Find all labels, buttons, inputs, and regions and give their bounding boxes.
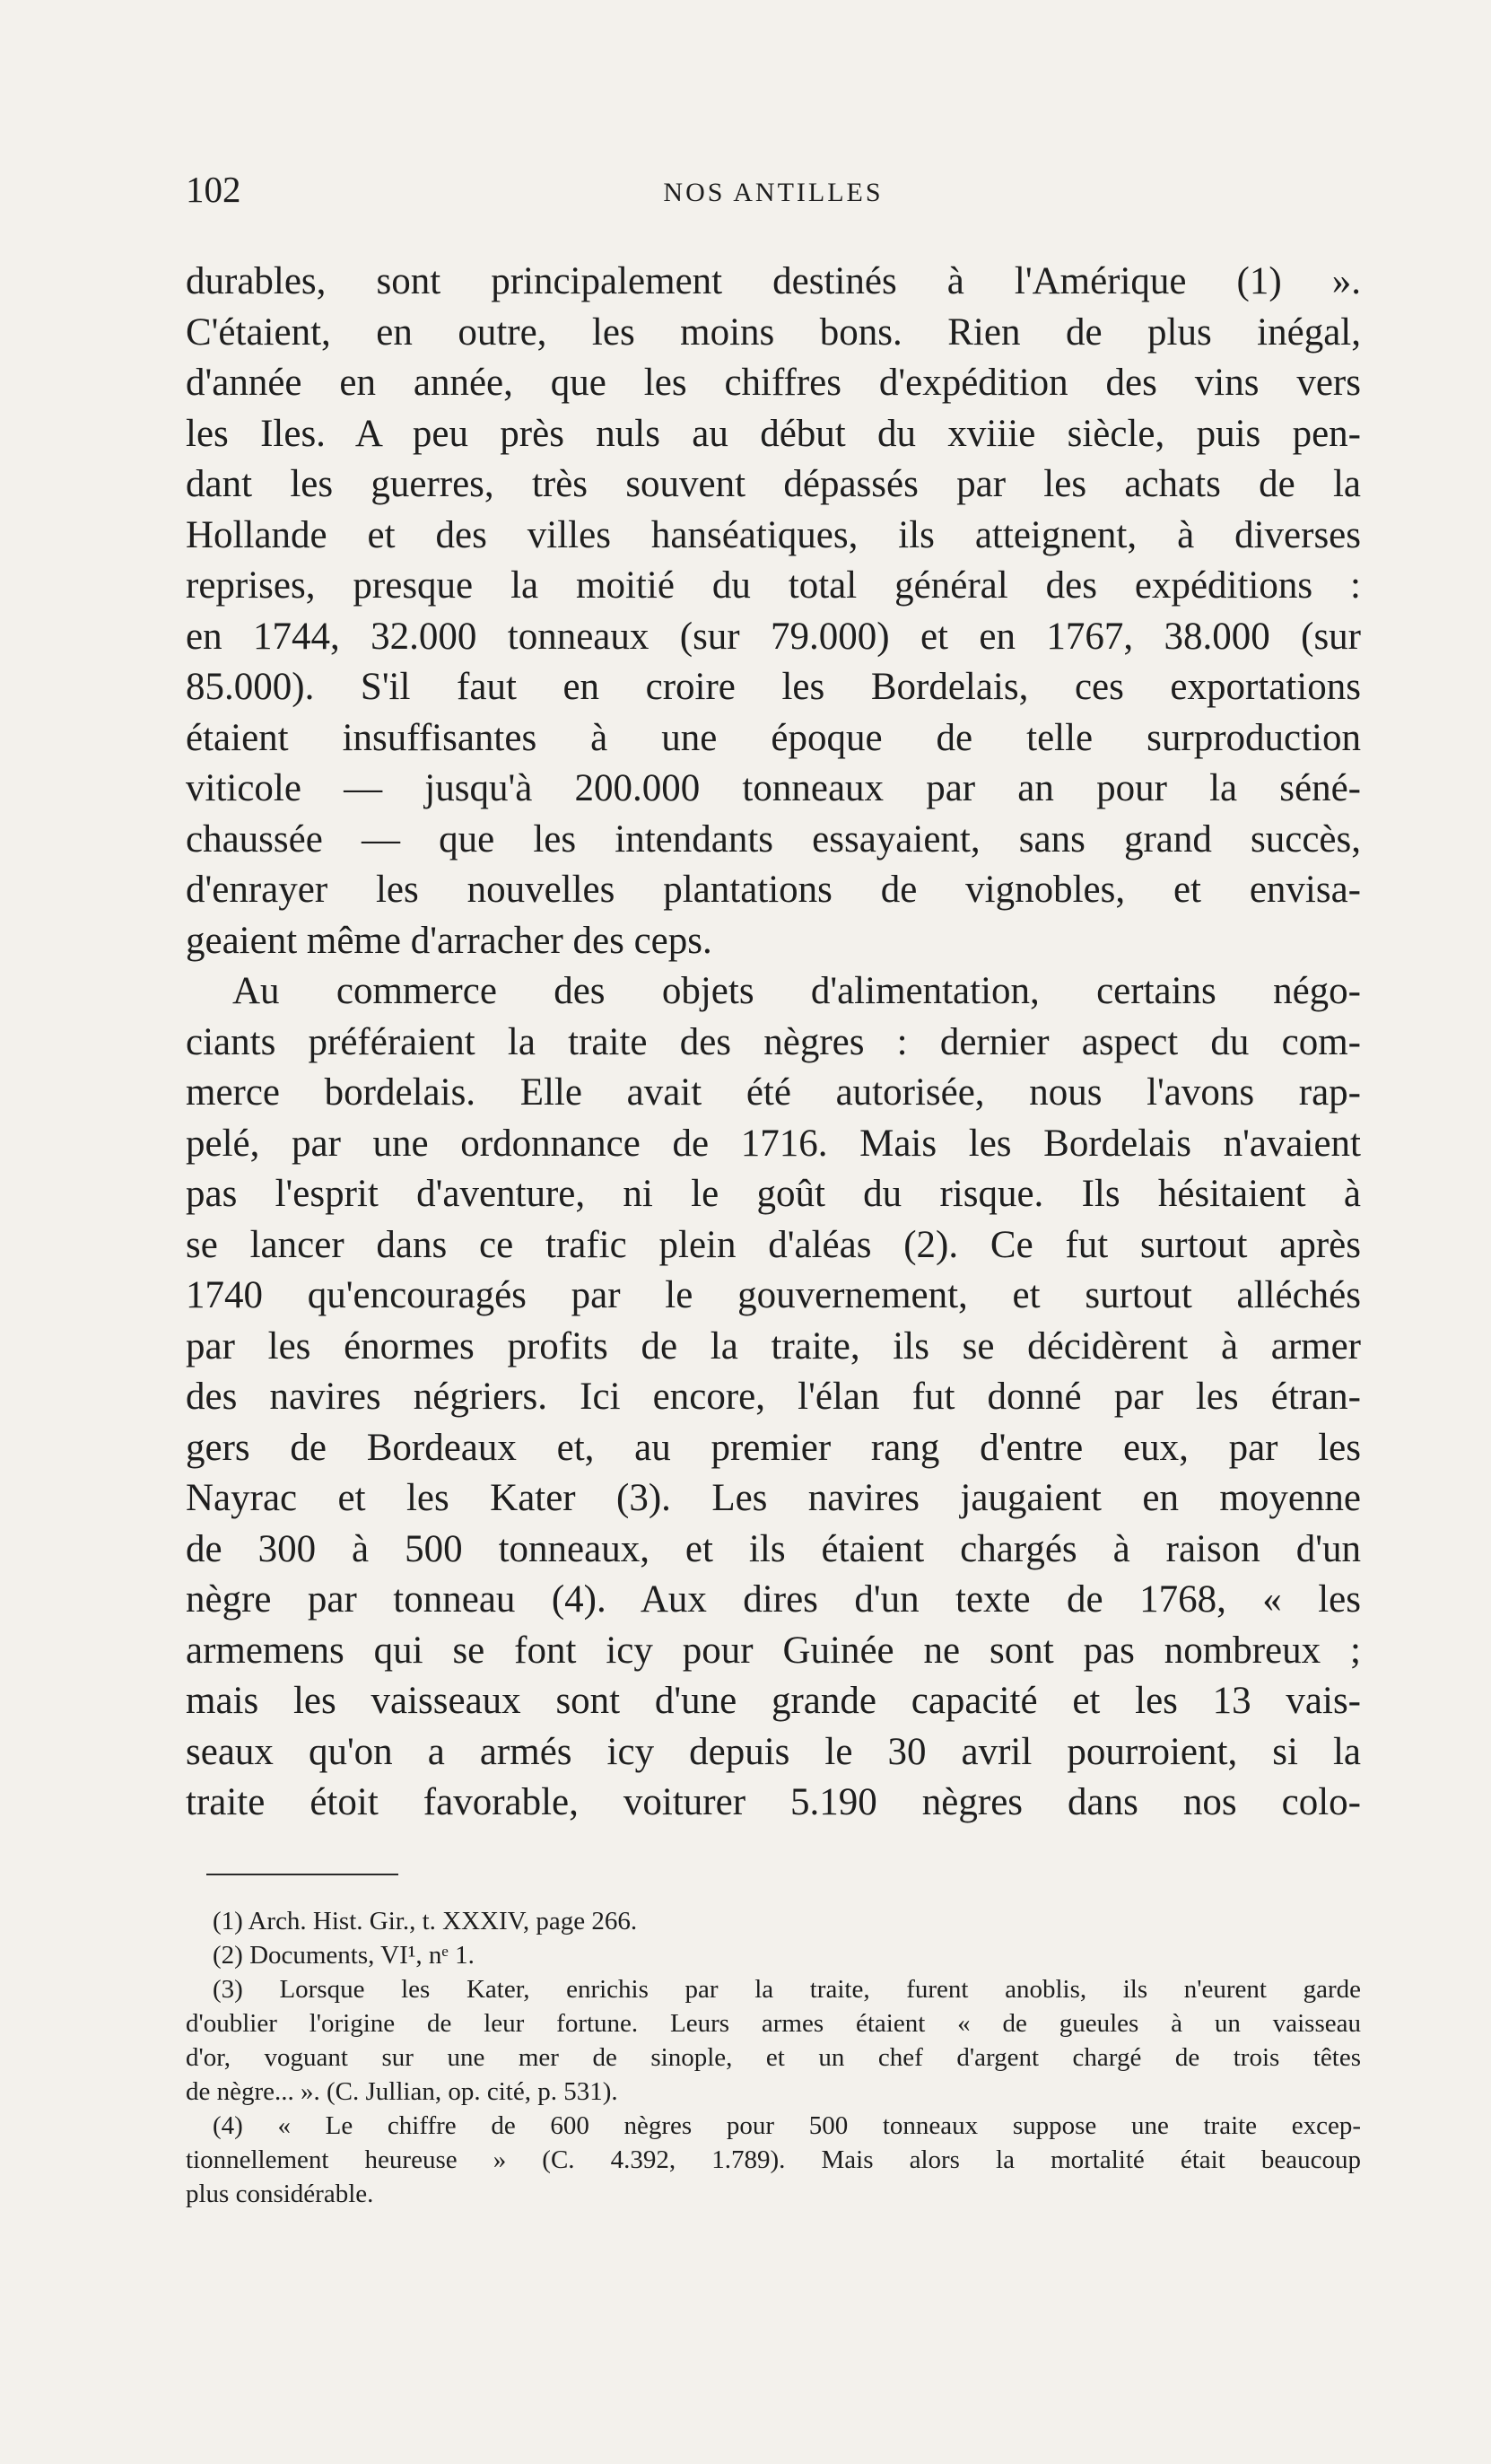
text-line: d'enrayer les nouvelles plantations de vignobles, et envisa-: [186, 869, 1361, 911]
text-line: armemens qui se font icy pour Guinée ne sont pas nombreux ;: [186, 1629, 1361, 1672]
text-line: durables, sont principalement destinés à l'Amérique (1) ».: [186, 260, 1361, 302]
footnote-line: (1) Arch. Hist. Gir., t. XXXIV, page 266.: [213, 1907, 638, 1935]
footnote-line: tionnellement heureuse » (C. 4.392, 1.789). Mais alors la mortalité était beaucoup: [186, 2145, 1361, 2174]
text-line: en 1744, 32.000 tonneaux (sur 79.000) et en 1767, 38.000 (sur: [186, 615, 1361, 658]
text-line: nègre par tonneau (4). Aux dires d'un texte de 1768, « les: [186, 1578, 1361, 1621]
text-line: traite étoit favorable, voiturer 5.190 nègres dans nos colo-: [186, 1781, 1361, 1823]
text-line: des navires négriers. Ici encore, l'élan fut donné par les étran-: [186, 1376, 1361, 1418]
text-line: se lancer dans ce trafic plein d'aléas (2). Ce fut surtout après: [186, 1223, 1361, 1266]
text-line: 85.000). S'il faut en croire les Bordelais, ces exportations: [186, 666, 1361, 708]
body-text: [186, 257, 1361, 1829]
text-line: étaient insuffisantes à une époque de telle surproduction: [186, 716, 1361, 759]
text-line: seaux qu'on a armés icy depuis le 30 avril pourroient, si la: [186, 1730, 1361, 1773]
text-line: gers de Bordeaux et, au premier rang d'entre eux, par les: [186, 1426, 1361, 1469]
text-line: ciants préféraient la traite des nègres : dernier aspect du com-: [186, 1020, 1361, 1063]
text-line: chaussée — que les intendants essayaient, sans grand succès,: [186, 817, 1361, 861]
text-line: de 300 à 500 tonneaux, et ils étaient chargés à raison d'un: [186, 1527, 1361, 1570]
text-line: pas l'esprit d'aventure, ni le goût du risque. Ils hésitaient à: [186, 1173, 1361, 1215]
text-line: pelé, par une ordonnance de 1716. Mais les Bordelais n'avaient: [186, 1122, 1361, 1165]
text-line: Au commerce des objets d'alimentation, certains négo-: [232, 970, 1361, 1012]
text-line: C'étaient, en outre, les moins bons. Rien de plus inégal,: [186, 310, 1361, 354]
footnote-line: (4) « Le chiffre de 600 nègres pour 500 tonneaux suppose une traite excep-: [213, 2111, 1361, 2140]
text-line: reprises, presque la moitié du total général des expéditions :: [186, 564, 1361, 607]
footnotes: [186, 1904, 1361, 2211]
running-title: NOS ANTILLES: [663, 178, 884, 207]
text-line: merce bordelais. Elle avait été autorisée, nous l'avons rap-: [186, 1071, 1361, 1114]
text-line: viticole — jusqu'à 200.000 tonneaux par an pour la séné-: [186, 767, 1361, 809]
text-line: geaient même d'arracher des ceps.: [186, 919, 712, 962]
text-line: les Iles. A peu près nuls au début du xviiie siècle, puis pen-: [186, 412, 1361, 455]
page-header: [186, 167, 1361, 212]
footnote-line: (3) Lorsque les Kater, enrichis par la traite, furent anoblis, ils n'eurent garde: [213, 1975, 1361, 2004]
footnote-line: d'or, voguant sur une mer de sinople, et un chef d'argent chargé de trois têtes: [186, 2043, 1361, 2072]
text-line: 1740 qu'encouragés par le gouvernement, et surtout alléchés: [186, 1274, 1361, 1316]
footnote-line: plus considérable.: [186, 2180, 374, 2208]
text-line: dant les guerres, très souvent dépassés par les achats de la: [186, 463, 1361, 505]
page-number: 102: [186, 169, 241, 210]
text-line: Hollande et des villes hanséatiques, ils atteignent, à diverses: [186, 513, 1361, 556]
text-line: par les énormes profits de la traite, ils se décidèrent à armer: [186, 1324, 1361, 1367]
footnote-line: (2) Documents, VI¹, nᵉ 1.: [213, 1941, 475, 1970]
footnote-line: d'oublier l'origine de leur fortune. Leurs armes étaient « de gueules à un vaisseau: [186, 2009, 1361, 2038]
text-line: d'année en année, que les chiffres d'expédition des vins vers: [186, 362, 1361, 404]
footnote-line: de nègre... ». (C. Jullian, op. cité, p. 531).: [186, 2077, 618, 2106]
footnote-separator: [206, 1874, 398, 1875]
text-line: mais les vaisseaux sont d'une grande capacité et les 13 vais-: [186, 1680, 1361, 1722]
text-line: Nayrac et les Kater (3). Les navires jaugaient en moyenne: [186, 1477, 1361, 1519]
